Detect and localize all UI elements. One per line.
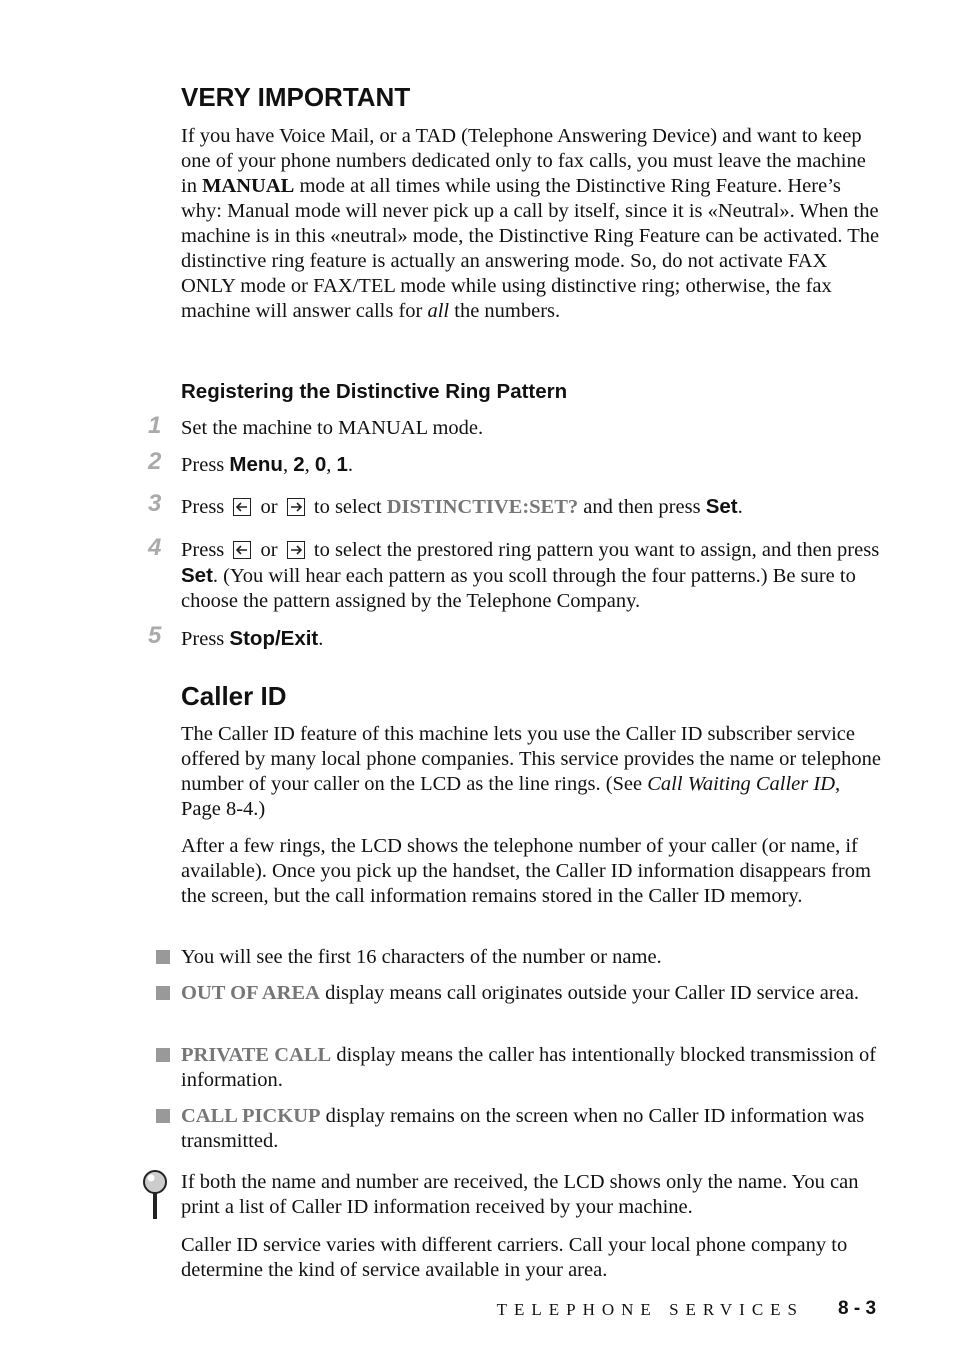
text: Press	[181, 454, 230, 476]
text: display means call originates outside your Caller ID service area.	[319, 982, 860, 1004]
text: to select the prestored ring pattern you want to assign, and then press	[313, 539, 880, 561]
footer-page-number: 8 - 3	[838, 1298, 877, 1319]
text: Press	[181, 539, 230, 561]
stop-exit-key: Stop/Exit	[229, 627, 319, 650]
right-arrow-key-icon	[287, 541, 305, 559]
sep: ,	[304, 454, 315, 476]
text: The Caller ID feature of this machine lets you use the Caller ID subscriber service offered by many local phone companies. This service provides the name or telephone number of your caller on the LCD as the line rings. (See	[181, 723, 882, 795]
step-4	[181, 538, 881, 614]
footer-section-title: TELEPHONE SERVICES	[496, 1300, 804, 1319]
text: .	[737, 496, 743, 518]
bullet-square-icon	[156, 1048, 170, 1062]
step-number-2: 2	[148, 448, 162, 475]
lcd-private-call: PRIVATE CALL	[181, 1044, 332, 1066]
step-number-3: 3	[148, 490, 162, 517]
step-2	[181, 452, 881, 478]
lcd-out-of-area: OUT OF AREA	[181, 982, 320, 1004]
caller-id-paragraph-1	[181, 722, 881, 822]
bullet-3	[181, 1043, 881, 1093]
step-number-4: 4	[148, 534, 162, 561]
text: If you have Voice Mail, or a TAD (Telephone Answering Device) and want to keep one of your phone numbers dedicated only to fax calls, you must leave the machine in	[181, 125, 866, 197]
bullet-square-icon	[156, 950, 170, 964]
bullet-2	[181, 981, 881, 1006]
text: display means the caller has intentionally blocked transmission of information.	[181, 1044, 877, 1091]
bullet-1	[181, 945, 881, 970]
text: .	[347, 454, 354, 476]
caller-id-paragraph-3	[181, 1233, 881, 1283]
text: Press	[181, 496, 230, 518]
section-heading-caller-id: Caller ID	[181, 681, 287, 711]
text: or	[260, 539, 278, 561]
lcd-call-pickup: CALL PICKUP	[181, 1105, 321, 1127]
set-key: Set	[705, 495, 738, 518]
text: . (You will hear each pattern as you scoll through the four patterns.) Be sure to choose the pattern assigned by the Telephone Company.	[181, 565, 856, 612]
bullet-square-icon	[156, 1109, 170, 1123]
subheading-registering: Registering the Distinctive Ring Pattern	[181, 380, 568, 403]
lcd-distinctive-set: DISTINCTIVE:SET?	[386, 496, 579, 518]
cross-reference: Call Waiting Caller ID	[647, 773, 835, 795]
step-1	[181, 416, 881, 441]
text: or	[260, 496, 278, 518]
right-arrow-key-icon	[287, 498, 305, 516]
step-number-1: 1	[148, 412, 162, 439]
text: If both the name and number are received, the LCD shows only the name. You can print a list of Caller ID information received by your machine.	[181, 1171, 859, 1218]
caller-id-paragraph-2	[181, 834, 881, 909]
sep: ,	[282, 454, 294, 476]
note-paragraph	[181, 1170, 881, 1220]
text: After a few rings, the LCD shows the telephone number of your caller (or name, if available). Once you pick up the handset, the Caller ID information disappears from the screen, but the call information remains stored in the Caller ID memory.	[181, 835, 871, 907]
bullet-4	[181, 1104, 881, 1154]
note-pin-icon	[141, 1170, 169, 1222]
text: the numbers.	[449, 300, 561, 322]
text: You will see the first 16 characters of the number or name.	[181, 946, 662, 968]
text: mode at all times while using the Distinctive Ring Feature. Here’s why: Manual mode will never pick up a call by itself, since it is «Neutral». When the machine is in this «neutral» mode, the Distinctive Ring Feature can be activated. The distinctive ring feature is actually an answering mode. So, do not activate FAX ONLY mode or FAX/TEL mode while using distinctive ring; otherwise, the fax machine will answer calls for	[181, 175, 880, 322]
left-arrow-key-icon	[233, 498, 251, 516]
menu-key: Menu	[229, 453, 283, 476]
text: Caller ID service varies with different carriers. Call your local phone company to determine the kind of service available in your area.	[181, 1234, 848, 1281]
text: and then press	[578, 496, 706, 518]
step-1-text: Set the machine to MANUAL mode.	[181, 417, 484, 439]
key-0: 0	[314, 453, 327, 476]
text: to select	[313, 496, 387, 518]
key-2: 2	[293, 453, 305, 476]
sep: ,	[326, 454, 337, 476]
text: .	[318, 628, 324, 650]
text: display remains on the screen when no Caller ID information was transmitted.	[181, 1105, 865, 1152]
text: Press	[181, 628, 230, 650]
left-arrow-key-icon	[233, 541, 251, 559]
section-heading-very-important: VERY IMPORTANT	[181, 82, 411, 112]
step-3	[181, 494, 881, 520]
step-5	[181, 626, 881, 652]
manual-emphasis: MANUAL	[202, 175, 295, 197]
bullet-square-icon	[156, 986, 170, 1000]
text: , Page 8-4.)	[181, 773, 841, 820]
very-important-paragraph	[181, 124, 881, 324]
set-key: Set	[181, 564, 213, 587]
key-1: 1	[336, 453, 348, 476]
step-number-5: 5	[148, 622, 162, 649]
all-emphasis: all	[427, 300, 450, 322]
